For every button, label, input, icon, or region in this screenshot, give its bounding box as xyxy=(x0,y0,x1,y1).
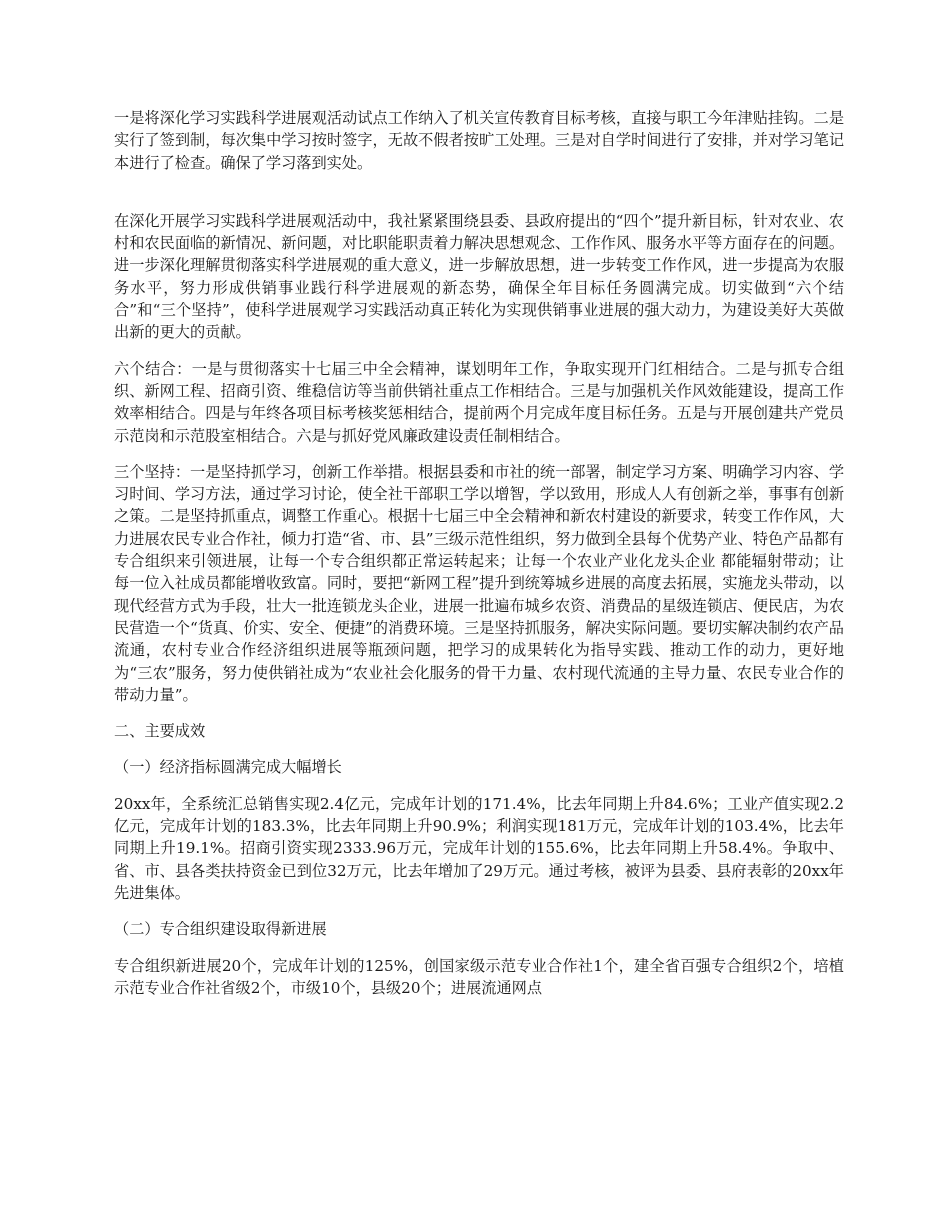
paragraph-six-combinations: 六个结合：一是与贯彻落实十七届三中全会精神，谋划明年工作，争取实现开门红相结合。二是与抓专合组织、新网工程、招商引资、维稳信访等当前供销社重点工作相结合。三是与加强机关作风效能建设，提高工作效率相结合。四是与年终各项目标考核奖惩相结合，提前两个月完成年度目标任务。五是与开展创建共产党员示范岗和示范股室相结合。六是与抓好党风廉政建设责任制相结合。 xyxy=(114,359,844,445)
paragraph-activity-overview: 在深化开展学习实践科学进展观活动中，我社紧紧围绕县委、县政府提出的“四个”提升新目标，针对农业、农村和农民面临的新情况、新问题，对比职能职责着力解决思想观念、工作作风、服务水平等方面存在的问题。进一步深化理解贯彻落实科学进展观的重大意义，进一步解放思想，进一步转变工作作风，进一步提高为农服务水平，努力形成供销事业践行科学进展观的新态势，确保全年目标任务圆满完成。切实做到“六个结合”和“三个坚持”，使科学进展观学习实践活动真正转化为实现供销事业进展的强大动力，为建设美好大英做出新的更大的贡献。 xyxy=(114,211,844,342)
subsection-heading-cooperative-organizations: （二）专合组织建设取得新进展 xyxy=(114,920,327,939)
paragraph-three-persistences: 三个坚持：一是坚持抓学习，创新工作举措。根据县委和市社的统一部署，制定学习方案、明确学习内容、学习时间、学习方法，通过学习讨论，使全社干部职工学以增智，学以致用，形成人人有创新之举，事事有创新之策。二是坚持抓重点，调整工作重心。根据十七届三中全会精神和新农村建设的新要求，转变工作作风，大力进展农民专业合作社，倾力打造“省、市、县”三级示范性组织，努力做到全县每个优势产业、特色产品都有专合组织来引领进展，让每一个专合组织都正常运转起来；让每一个农业产业化龙头企业 都能辐射带动；让每一位入社成员都能增收致富。同时，要把“新网工程”提升到统筹城乡进展的高度去拓展，实施龙头带动，以现代经营方式为手段，壮大一批连锁龙头企业，进展一批遍布城乡农资、消费品的星级连锁店、便民店，为农民营造一个“货真、价实、安全、便捷”的消费环境。三是坚持抓服务，解决实际问题。要切实解决制约农产品流通，农村专业合作经济组织进展等瓶颈问题，把学习的成果转化为指导实践、推动工作的动力，更好地为“三农”服务，努力使供销社成为“农业社会化服务的骨干力量、农村现代流通的主导力量、农民专业合作的带动力量”。 xyxy=(114,462,844,704)
document-body xyxy=(114,107,844,1013)
paragraph-cooperative-organizations: 专合组织新进展20个，完成年计划的125%，创国家级示范专业合作社1个，建全省百强专合组织2个，培植示范专业合作社省级2个，市级10个，县级20个；进展流通网点 xyxy=(114,956,844,997)
paragraph-study-measures: 一是将深化学习实践科学进展观活动试点工作纳入了机关宣传教育目标考核，直接与职工今年津贴挂钩。二是实行了签到制，每次集中学习按时签字，无故不假者按旷工处理。三是对自学时间进行了安排，并对学习笔记本进行了检查。确保了学习落到实处。 xyxy=(114,109,844,172)
section-heading-main-results: 二、主要成效 xyxy=(114,722,206,741)
subsection-heading-economic-indicators: （一）经济指标圆满完成大幅增长 xyxy=(114,758,342,777)
paragraph-economic-indicators: 20xx年，全系统汇总销售实现2.4亿元，完成年计划的171.4%，比去年同期上升84.6%；工业产值实现2.2亿元，完成年计划的183.3%，比去年同期上升90.9%；利润实现181万元，完成年计划的103.4%，比去年同期上升19.1%。招商引资实现2333.96万元，完成年计划的155.6%，比去年同期上升58.4%。争取中、省、市、县各类扶持资金已到位32万元，比去年增加了29万元。通过考核，被评为县委、县府表彰的20xx年先进集体。 xyxy=(114,794,844,902)
